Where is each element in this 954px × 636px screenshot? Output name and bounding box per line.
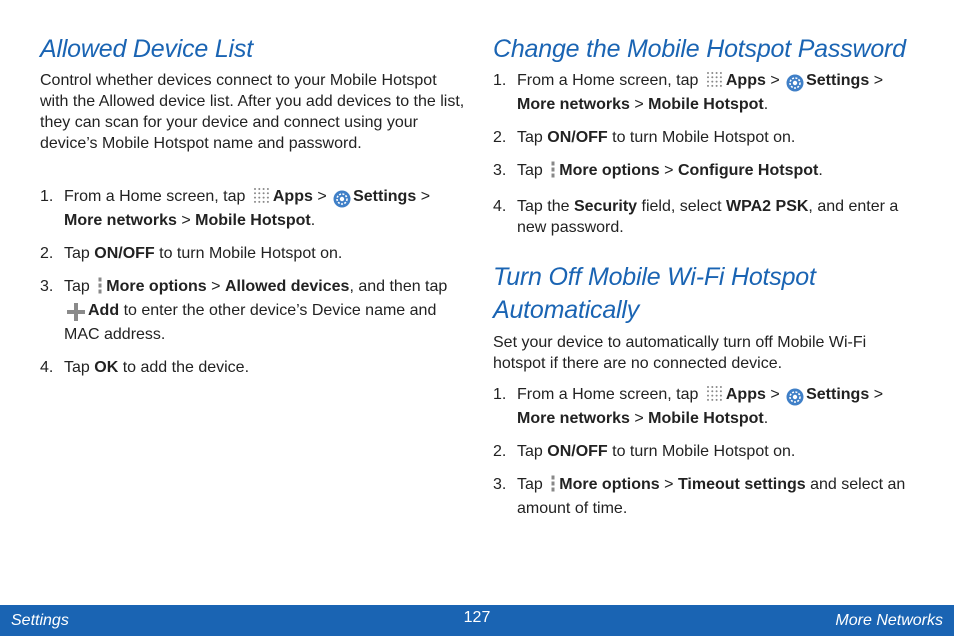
step-text: Tap (64, 278, 90, 295)
configure-hotspot-label: Configure Hotspot (677, 162, 819, 179)
step-number: 4. (493, 198, 507, 215)
allowed-device-list-title: Allowed Device List (40, 35, 253, 63)
step-text: From a Home screen, tap (517, 72, 699, 89)
punctuation: . (818, 162, 823, 179)
timeout-settings-label: Timeout settings (677, 476, 806, 493)
separator: > (211, 278, 221, 295)
list-item (493, 160, 919, 184)
allowed-devices-label: Allowed devices (224, 278, 350, 295)
step-text: Tap (64, 359, 90, 376)
step-text: to turn Mobile Hotspot on. (612, 129, 796, 146)
turn-off-hotspot-title: Turn Off Mobile Wi-Fi Hotspot Automatically (493, 263, 816, 324)
more-networks-label: More networks (517, 410, 630, 427)
punctuation: . (763, 96, 769, 113)
step-text: From a Home screen, tap (517, 386, 699, 403)
allowed-device-list-intro: Control whether devices connect to your Mobile Hotspot with the Allowed device list. After you add devices to the list, they can scan for your device and connect using your device’s Mobile Hotspot name and password. (40, 72, 465, 152)
list-item (493, 384, 919, 429)
punctuation: . (310, 212, 316, 229)
step-text: and select an amount of time. (517, 476, 906, 517)
change-password-title: Change the Mobile Hotspot Password (493, 35, 906, 63)
list-item (40, 243, 466, 264)
wpa2-psk-label: WPA2 PSK (726, 198, 809, 215)
turn-off-hotspot-steps (493, 384, 919, 519)
settings-gear-icon (786, 387, 804, 408)
onoff-label: ON/OFF (94, 245, 155, 262)
step-text: From a Home screen, tap (64, 188, 246, 205)
change-password-steps (493, 70, 919, 238)
step-text: , and enter a new password. (517, 198, 899, 236)
apps-grid-icon (705, 385, 724, 408)
step-number: 1. (40, 188, 54, 205)
more-options-icon (96, 277, 104, 300)
separator: > (873, 386, 884, 403)
list-item (493, 196, 919, 238)
step-text: Tap (64, 245, 90, 262)
separator: > (770, 72, 780, 89)
step-number: 3. (493, 476, 507, 493)
settings-label: Settings (806, 72, 870, 89)
list-item (493, 127, 919, 148)
separator: > (873, 72, 884, 89)
step-number: 3. (40, 278, 54, 295)
add-label: Add (88, 302, 120, 319)
settings-gear-icon (333, 189, 351, 210)
page-number: 127 (463, 609, 491, 626)
settings-label: Settings (806, 386, 870, 403)
mobile-hotspot-label: Mobile Hotspot (648, 410, 764, 427)
step-number: 1. (493, 386, 507, 403)
page-footer (0, 605, 954, 636)
separator: > (634, 410, 644, 427)
separator: > (317, 188, 327, 205)
step-text: Tap (517, 476, 543, 493)
more-networks-label: More networks (517, 96, 630, 113)
settings-label: Settings (353, 188, 417, 205)
footer-chapter-label: More Networks (835, 612, 943, 629)
more-options-label: More options (559, 162, 660, 179)
apps-grid-icon (252, 187, 271, 210)
mobile-hotspot-label: Mobile Hotspot (648, 96, 764, 113)
allowed-device-steps (40, 186, 466, 378)
step-number: 2. (493, 443, 507, 460)
list-item (493, 441, 919, 462)
turn-off-hotspot-intro: Set your device to automatically turn off Mobile Wi-Fi hotspot if there are no connected device. (493, 334, 867, 372)
separator: > (664, 476, 674, 493)
separator: > (181, 212, 191, 229)
separator: > (664, 162, 674, 179)
punctuation: . (763, 410, 769, 427)
step-number: 2. (40, 245, 54, 262)
step-text: field, select (641, 198, 722, 215)
footer-section-label: Settings (11, 612, 69, 629)
list-item (493, 70, 919, 115)
step-text: Tap (517, 443, 543, 460)
separator: > (420, 188, 431, 205)
apps-label: Apps (272, 188, 313, 205)
step-number: 2. (493, 129, 507, 146)
step-text: Tap (517, 162, 543, 179)
list-item (40, 186, 466, 231)
step-number: 4. (40, 359, 54, 376)
mobile-hotspot-label: Mobile Hotspot (195, 212, 311, 229)
ok-label: OK (94, 359, 119, 376)
separator: > (770, 386, 780, 403)
add-plus-icon (66, 302, 86, 324)
settings-gear-icon (786, 73, 804, 94)
separator: > (634, 96, 644, 113)
step-text: to enter the other device’s Device name and MAC address. (64, 302, 437, 343)
onoff-label: ON/OFF (547, 443, 608, 460)
apps-grid-icon (705, 71, 724, 94)
more-networks-label: More networks (64, 212, 177, 229)
step-number: 1. (493, 72, 507, 89)
onoff-label: ON/OFF (547, 129, 608, 146)
more-options-icon (549, 161, 557, 184)
apps-label: Apps (725, 386, 766, 403)
step-text: Tap (517, 129, 543, 146)
more-options-label: More options (106, 278, 207, 295)
step-text: to turn Mobile Hotspot on. (159, 245, 343, 262)
step-text: Tap the (517, 198, 570, 215)
security-label: Security (573, 198, 638, 215)
list-item (40, 357, 466, 378)
list-item (40, 276, 466, 345)
more-options-icon (549, 475, 557, 498)
step-text: to add the device. (122, 359, 250, 376)
step-text: to turn Mobile Hotspot on. (612, 443, 796, 460)
more-options-label: More options (559, 476, 660, 493)
step-text: , and then tap (349, 278, 448, 295)
step-number: 3. (493, 162, 507, 179)
apps-label: Apps (725, 72, 766, 89)
list-item (493, 474, 919, 519)
